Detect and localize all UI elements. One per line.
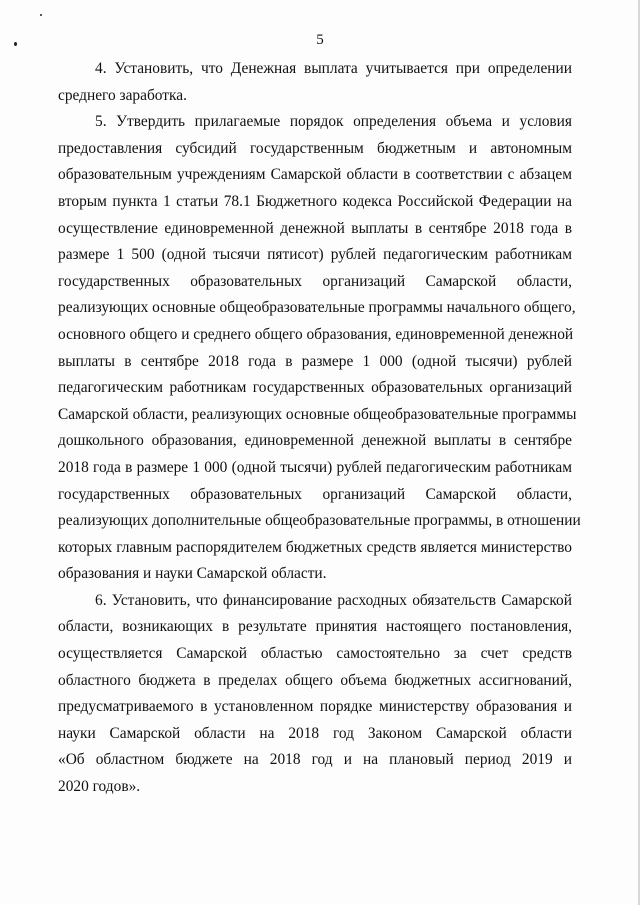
text-line: областного бюджета в пределах общего объема бюджетных ассигнований,	[58, 671, 572, 689]
text-line: дошкольного образования, единовременной денежной выплаты в сентябре	[58, 432, 572, 450]
text-line: государственных образовательных организаций Самарской области,	[58, 485, 572, 503]
text-line: 4. Установить, что Денежная выплата учитывается при определении	[95, 60, 572, 77]
page-number: 5	[316, 32, 324, 48]
text-line: реализующих основные общеобразовательные программы начального общего,	[58, 299, 576, 317]
text-line: образования и науки Самарской области.	[58, 565, 327, 583]
text-line: 2020 годов».	[58, 778, 141, 796]
text-line: основного общего и среднего общего образования, единовременной денежной	[58, 325, 574, 343]
text-line: «Об областном бюджете на 2018 год и на плановый период 2019 и	[58, 751, 572, 769]
text-line: выплаты в сентябре 2018 года в размере 1 000 (одной тысячи) рублей	[58, 352, 572, 370]
document-body	[58, 56, 581, 801]
text-line: предоставления субсидий государственным бюджетным и автономным	[58, 139, 572, 157]
text-line: образовательным учреждениям Самарской области в соответствии с абзацем	[58, 166, 572, 184]
scan-speck	[40, 14, 42, 16]
text-line: осуществляется Самарской областью самостоятельно за счет средств	[58, 645, 572, 663]
text-line: предусматриваемого в установленном порядке министерству образования и	[58, 698, 572, 716]
text-line: размере 1 500 (одной тысячи пятисот) рублей педагогическим работникам	[58, 246, 572, 264]
text-line: 5. Утвердить прилагаемые порядок определения объема и условия	[95, 113, 572, 131]
text-line: реализующих дополнительные общеобразовательные программы, в отношении	[58, 512, 581, 530]
text-line: науки Самарской области на 2018 год Законом Самарской области	[58, 724, 572, 742]
text-line: 6. Установить, что финансирование расходных обязательств Самарской	[95, 591, 572, 609]
paragraph-5	[58, 109, 581, 588]
text-line: среднего заработка.	[58, 86, 187, 104]
paragraph-6	[58, 588, 572, 801]
text-line: вторым пункта 1 статьи 78.1 Бюджетного кодекса Российской Федерации на	[58, 192, 572, 210]
text-line: Самарской области, реализующих основные общеобразовательные программы	[58, 405, 577, 423]
text-line: государственных образовательных организаций Самарской области,	[58, 272, 572, 290]
paragraph-4	[58, 56, 572, 109]
text-line: 2018 года в размере 1 000 (одной тысячи) рублей педагогическим работникам	[58, 458, 572, 476]
text-line: осуществление единовременной денежной выплаты в сентябре 2018 года в	[58, 219, 572, 237]
text-line: педагогическим работникам государственных образовательных организаций	[58, 379, 572, 397]
text-line: области, возникающих в результате принятия настоящего постановления,	[58, 618, 572, 636]
text-line: которых главным распорядителем бюджетных средств является министерство	[58, 538, 572, 556]
